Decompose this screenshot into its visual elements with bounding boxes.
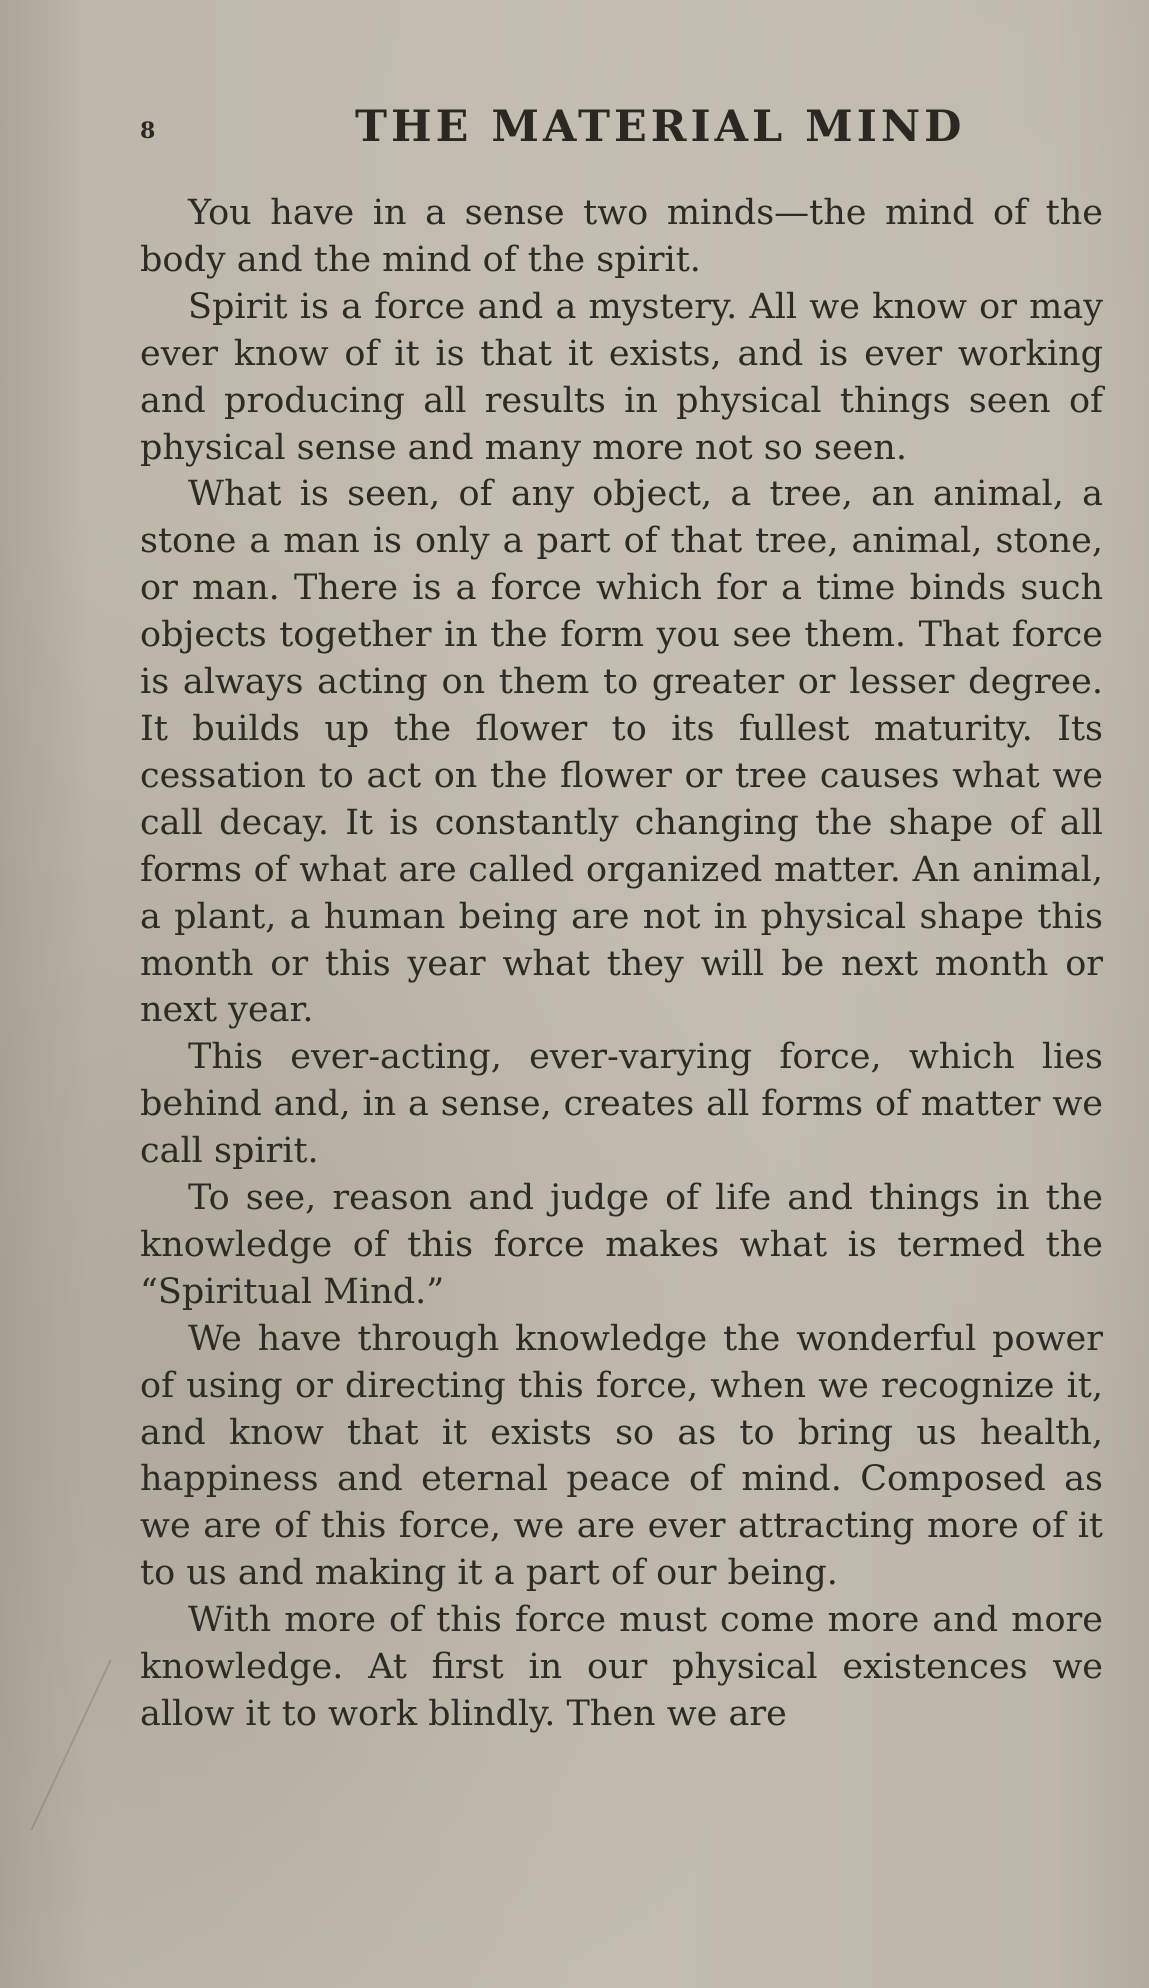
page-number: 8	[140, 118, 156, 144]
body-text	[140, 190, 1103, 1738]
paragraph: With more of this force must come more and more knowledge. At first in our physical existences we allow it to work blindly. Then we are	[140, 1600, 1103, 1734]
page-crease	[0, 1660, 112, 1830]
paragraph: You have in a sense two minds—the mind of the body and the mind of the spirit.	[140, 193, 1103, 280]
paragraph: Spirit is a force and a mystery. All we know or may ever know of it is that it exists, and is ever working and producing all results in physical things seen of physical sense and many more not so seen.	[140, 286, 1103, 468]
running-title: THE MATERIAL MIND	[355, 102, 966, 152]
paragraph: What is seen, of any object, a tree, an animal, a stone a man is only a part of that tree, animal, stone, or man. There is a force which for a time binds such objects together in the form you see them. That force is always acting on them to greater or lesser degree. It builds up the flower to its fullest maturity. Its cessation to act on the flower or tree causes what we call decay. It is constantly changing the shape of all forms of what are called organized matter. An animal, a plant, a human being are not in physical shape this month or this year what they will be next month or next year.	[140, 474, 1103, 1031]
paragraph: We have through knowledge the wonderful power of using or directing this force, when we recognize it, and know that it exists so as to bring us health, happiness and eternal peace of mind. Composed as we are of this force, we are ever attracting more of it to us and making it a part of our being.	[140, 1318, 1103, 1594]
page-header	[140, 100, 966, 160]
paragraph: This ever-acting, ever-varying force, which lies behind and, in a sense, creates all forms of matter we call spirit.	[140, 1037, 1103, 1172]
paragraph: To see, reason and judge of life and things in the knowledge of this force makes what is termed the “Spiritual Mind.”	[140, 1178, 1103, 1312]
